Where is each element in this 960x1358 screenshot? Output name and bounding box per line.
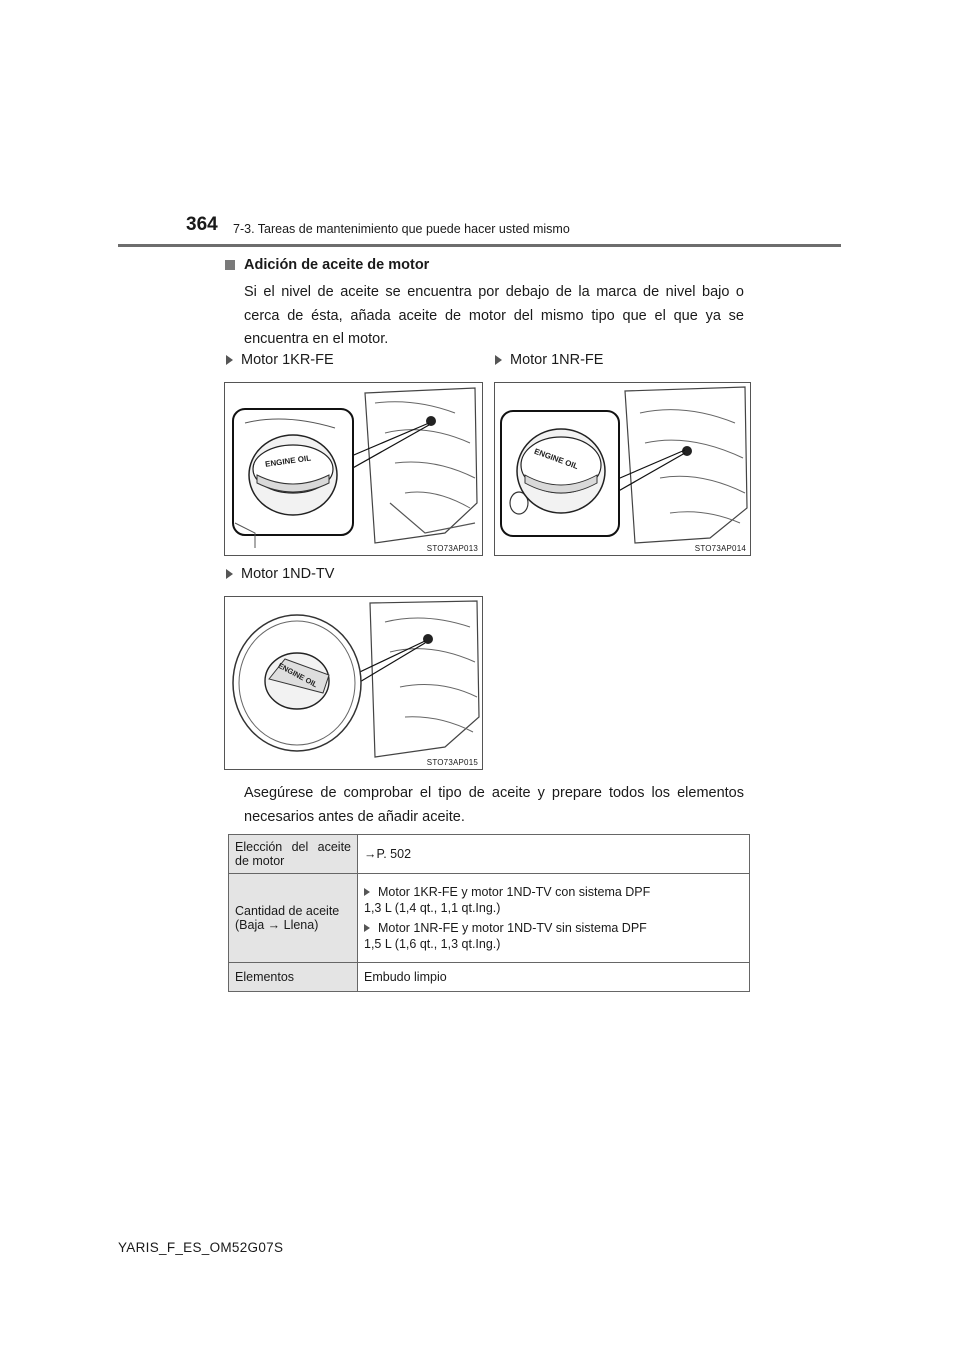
section-paragraph: Si el nivel de aceite se encuentra por debajo de la marca de nivel bajo o cerca de ésta, añada aceite de motor del mismo tipo que el que ya se encuentra en el motor. [244, 284, 744, 347]
engine-bay-illustration [495, 383, 750, 555]
section-heading [225, 257, 429, 273]
section-heading-text: Adición de aceite de motor [244, 257, 430, 273]
cap-text: ENGINE OIL [532, 446, 580, 472]
figure-label-text: Motor 1ND-TV [241, 566, 335, 582]
figure-1kr-fe [224, 382, 483, 556]
table-label: Elección del aceite de motor [229, 835, 358, 874]
table-label: Elementos [229, 963, 358, 992]
triangle-bullet-icon [226, 355, 233, 365]
table-value-list [358, 874, 750, 963]
cap-text: ENGINE OIL [276, 660, 320, 690]
triangle-bullet-icon [495, 355, 502, 365]
list-item-title: Motor 1NR-FE y motor 1ND-TV sin sistema DPF [378, 921, 647, 935]
figure-label-text: Motor 1NR-FE [510, 352, 604, 368]
triangle-bullet-icon [364, 888, 370, 896]
triangle-bullet-icon [364, 924, 370, 932]
spec-table [228, 834, 750, 992]
list-item-title: Motor 1KR-FE y motor 1ND-TV con sistema DPF [378, 885, 651, 899]
list-item [364, 921, 743, 935]
page-number: 364 [186, 214, 218, 235]
engine-bay-illustration [225, 597, 482, 769]
figure-code: STO73AP014 [694, 544, 746, 553]
list-item-value: 1,5 L (1,6 qt., 1,3 qt.Ing.) [364, 937, 501, 951]
table-label: Cantidad de aceite (Baja → Llena) [229, 874, 358, 963]
table-row [229, 963, 750, 992]
figure-label-1kr [226, 352, 334, 368]
figure-1nd-tv [224, 596, 483, 770]
engine-bay-illustration [225, 383, 482, 555]
cap-text: ENGINE OIL [264, 453, 312, 469]
table-value: →P. 502 [358, 835, 750, 874]
note-paragraph: Asegúrese de comprobar el tipo de aceite y prepare todos los elementos necesarios antes de añadir aceite. [244, 785, 744, 825]
triangle-bullet-icon [226, 569, 233, 579]
list-item-value: 1,3 L (1,4 qt., 1,1 qt.Ing.) [364, 901, 501, 915]
document-code: YARIS_F_ES_OM52G07S [118, 1240, 284, 1255]
square-bullet-icon [225, 260, 235, 270]
figure-label-text: Motor 1KR-FE [241, 352, 334, 368]
figure-1nr-fe [494, 382, 751, 556]
list-item [364, 885, 743, 899]
header-divider [118, 244, 841, 247]
section-title: 7-3. Tareas de mantenimiento que puede hacer usted mismo [233, 222, 570, 236]
table-row [229, 835, 750, 874]
figure-label-1nr [495, 352, 603, 368]
table-row [229, 874, 750, 963]
figure-code: STO73AP013 [426, 544, 478, 553]
table-value: Embudo limpio [358, 963, 750, 992]
figure-code: STO73AP015 [426, 758, 478, 767]
figure-label-1nd [226, 566, 334, 582]
